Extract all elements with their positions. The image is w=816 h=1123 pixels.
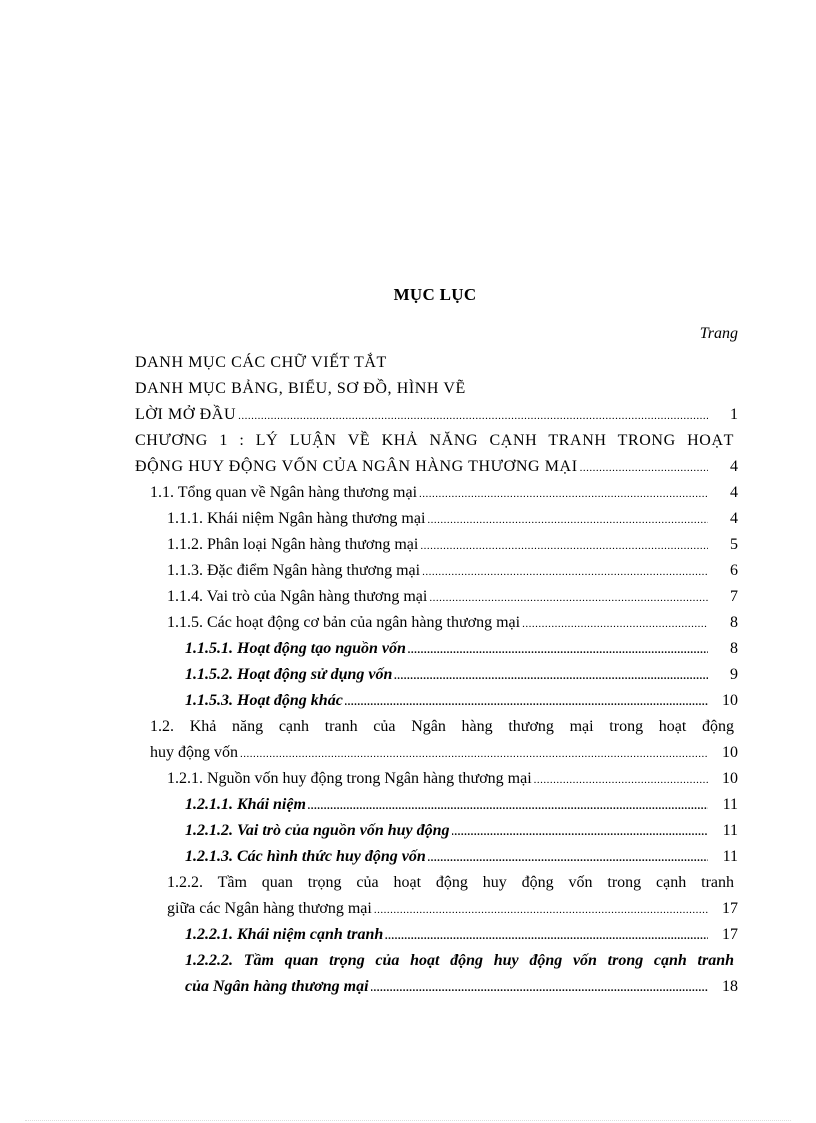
toc-leader-dots — [580, 455, 708, 481]
toc-entry — [135, 506, 738, 532]
toc-entry — [135, 818, 738, 844]
toc-page-number: 10 — [722, 744, 738, 761]
toc-entry — [135, 532, 738, 558]
toc-page-number: 8 — [730, 640, 738, 657]
toc-entry-title: 1.1.5.3. Hoạt động khác — [185, 692, 343, 709]
toc-entry — [135, 584, 738, 610]
toc-entry — [135, 428, 738, 454]
toc-entry-title: 1.2.1.2. Vai trò của nguồn vốn huy động — [185, 822, 450, 839]
toc-entry — [135, 662, 738, 688]
toc-page-number: 10 — [722, 692, 738, 709]
toc-entry-title: 1.1.1. Khái niệm Ngân hàng thương mại — [167, 510, 426, 527]
toc-entry — [135, 558, 738, 584]
toc-entry-title: 1.1.2. Phân loại Ngân hàng thương mại — [167, 536, 419, 553]
toc-entry — [135, 350, 738, 376]
toc-entry — [135, 610, 738, 636]
toc-entry-title: DANH MỤC BẢNG, BIỂU, SƠ ĐỒ, HÌNH VẼ — [135, 380, 466, 397]
toc-leader-dots — [452, 819, 708, 845]
toc-entry-title: 1.1.5. Các hoạt động cơ bản của ngân hàng thương mại — [167, 614, 521, 631]
toc-entry — [135, 766, 738, 792]
toc-entry — [135, 948, 738, 974]
toc-page-number: 4 — [730, 484, 738, 501]
toc-entry — [135, 870, 738, 896]
toc-leader-dots — [238, 403, 708, 429]
toc-entry-title: huy động vốn — [150, 744, 238, 761]
toc-entry-title: CHƯƠNG 1 : LÝ LUẬN VỀ KHẢ NĂNG CẠNH TRANH TRONG HOẠT — [135, 432, 734, 449]
toc-leader-dots — [428, 845, 708, 871]
toc-entry — [135, 922, 738, 948]
toc-entry — [135, 454, 738, 480]
toc-entry-title: 1.1.4. Vai trò của Ngân hàng thương mại — [167, 588, 428, 605]
toc-entry — [135, 688, 738, 714]
toc-entry — [135, 636, 738, 662]
toc-leader-dots — [345, 689, 708, 715]
toc-entry-title: 1.1. Tổng quan về Ngân hàng thương mại — [150, 484, 418, 501]
toc-entry-title: 1.1.5.1. Hoạt động tạo nguồn vốn — [185, 640, 406, 657]
toc-entry — [135, 974, 738, 1000]
toc-entry-title: LỜI MỞ ĐẦU — [135, 406, 237, 423]
toc-leader-dots — [429, 585, 708, 611]
toc-entry-title: ĐỘNG HUY ĐỘNG VỐN CỦA NGÂN HÀNG THƯƠNG MẠI — [135, 458, 578, 475]
toc-leader-dots — [240, 741, 708, 767]
toc-page-number: 8 — [730, 614, 738, 631]
toc-entry-title: 1.2.1.3. Các hình thức huy động vốn — [185, 848, 426, 865]
toc-entry-title: 1.2.1.1. Khái niệm — [185, 796, 306, 813]
toc-page-number: 10 — [722, 770, 738, 787]
toc-entry-title: 1.2.2.2. Tầm quan trọng của hoạt động huy động vốn trong cạnh tranh — [185, 952, 734, 969]
toc-leader-dots — [308, 793, 708, 819]
toc-leader-dots — [522, 611, 708, 637]
toc-leader-dots — [427, 507, 708, 533]
toc-page-number: 5 — [730, 536, 738, 553]
toc-entry — [135, 792, 738, 818]
toc-page-number: 18 — [722, 978, 738, 995]
toc-page-number: 11 — [722, 796, 738, 813]
toc-entry — [135, 480, 738, 506]
toc-entry — [135, 740, 738, 766]
toc-page-number: 9 — [730, 666, 738, 683]
toc-entry-title: DANH MỤC CÁC CHỮ VIẾT TẮT — [135, 354, 387, 371]
toc-entry — [135, 714, 738, 740]
toc-entry-title: 1.2. Khả năng cạnh tranh của Ngân hàng thương mại trong hoạt động — [150, 718, 734, 735]
page-column-label: Trang — [699, 325, 738, 342]
toc-entry — [135, 896, 738, 922]
table-of-contents — [135, 350, 738, 1000]
toc-page-number: 6 — [730, 562, 738, 579]
toc-leader-dots — [420, 533, 708, 559]
toc-page-number: 4 — [730, 458, 738, 475]
toc-entry — [135, 376, 738, 402]
page-divider — [25, 1120, 791, 1121]
toc-page-number: 11 — [722, 822, 738, 839]
toc-entry-title: 1.1.5.2. Hoạt động sử dụng vốn — [185, 666, 393, 683]
toc-leader-dots — [394, 663, 708, 689]
toc-page-number: 17 — [722, 900, 738, 917]
toc-entry — [135, 402, 738, 428]
toc-leader-dots — [374, 897, 708, 923]
toc-leader-dots — [534, 767, 708, 793]
toc-page-number: 4 — [730, 510, 738, 527]
toc-leader-dots — [422, 559, 708, 585]
toc-entry — [135, 844, 738, 870]
toc-entry-title: 1.2.2. Tầm quan trọng của hoạt động huy động vốn trong cạnh tranh — [167, 874, 734, 891]
toc-leader-dots — [385, 923, 708, 949]
toc-leader-dots — [371, 975, 708, 1001]
page-title: MỤC LỤC — [393, 285, 477, 304]
toc-page-number: 1 — [730, 406, 738, 423]
toc-entry-title: của Ngân hàng thương mại — [185, 978, 369, 995]
toc-page-number: 11 — [722, 848, 738, 865]
toc-page-number: 17 — [722, 926, 738, 943]
toc-entry-title: 1.1.3. Đặc điểm Ngân hàng thương mại — [167, 562, 421, 579]
toc-entry-title: 1.2.2.1. Khái niệm cạnh tranh — [185, 926, 384, 943]
toc-leader-dots — [408, 637, 708, 663]
toc-entry-title: giữa các Ngân hàng thương mại — [167, 900, 372, 917]
toc-entry-title: 1.2.1. Nguồn vốn huy động trong Ngân hàng thương mại — [167, 770, 532, 787]
toc-page-number: 7 — [730, 588, 738, 605]
toc-leader-dots — [419, 481, 708, 507]
